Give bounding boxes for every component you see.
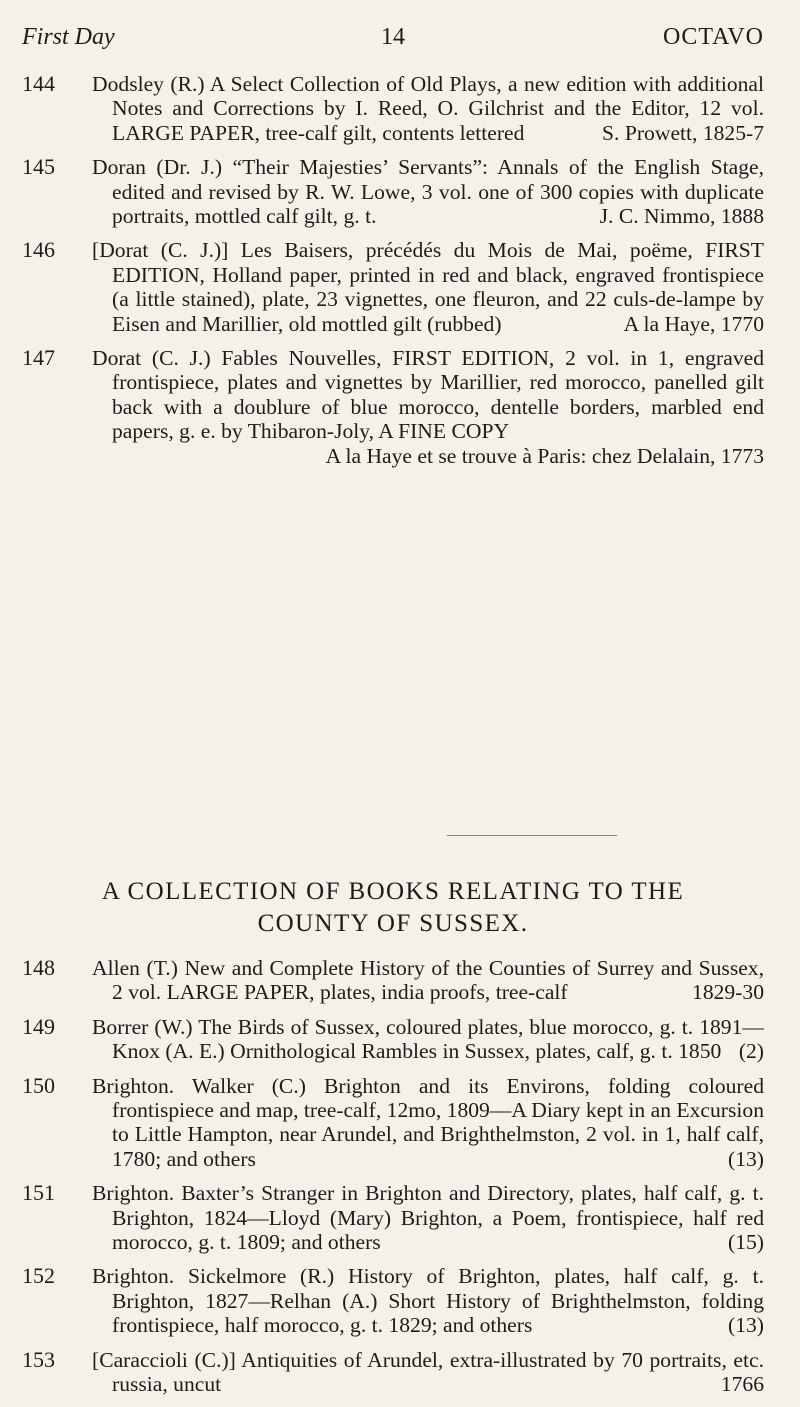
lot-description: Dorat (C. J.) Fables Nouvelles, FIRST EDITION, 2 vol. in 1, engraved frontispiece, plates and vignettes by Marillier, red morocco, panelled gilt back with a doublure of blue morocco, dentelle borders, marbled end papers, g. e. by Thibaron-Joly, A FINE COPY [92,346,764,444]
lot-publisher: S. Prowett, 1825-7 [602,120,764,145]
running-header [22,24,764,56]
lot-entry [22,956,764,1005]
lot-number: 152 [22,1263,55,1289]
lot-entry [22,345,764,468]
lot-publisher: A la Haye et se trouve à Paris: chez Delalain, 1773 [325,443,764,468]
lot-description: Dodsley (R.) A Select Collection of Old Plays, a new edition with additional Notes and Corrections by I. Reed, O. Gilchrist and the Editor, 12 vol. LARGE PAPER, tree-calf gilt, contents lettered [92,72,764,145]
lot-entry [22,155,764,228]
lot-date: 1829-30 [692,980,764,1005]
lot-date: 1766 [720,1372,764,1397]
lot-publisher: A la Haye, 1770 [623,311,764,336]
lot-number: 151 [22,1180,55,1206]
lot-entry [22,1074,764,1172]
section-heading-line-2: COUNTY OF SUSSEX. [257,910,529,937]
section-heading-line-1: A COLLECTION OF BOOKS RELATING TO THE [101,878,685,905]
lot-number: 150 [22,1072,55,1098]
lot-entry [22,238,764,336]
lot-entry [22,72,764,145]
section-heading [22,876,764,940]
lot-count: (15) [728,1230,764,1255]
lot-description: Doran (Dr. J.) “Their Majesties’ Servants”: Annals of the English Stage, edited and revised by R. W. Lowe, 3 vol. one of 300 copies with duplicate portraits, mottled calf gilt, g. t. [92,155,764,229]
page-number: 14 [381,24,405,50]
lot-number: 144 [22,71,55,96]
lot-entry [22,1015,764,1064]
lot-description: Allen (T.) New and Complete History of the Counties of Surrey and Sussex, 2 vol. LARGE PAPER, plates, india proofs, tree-calf [92,956,764,1005]
lot-count: (2) [738,1039,764,1064]
lot-description: Brighton. Walker (C.) Brighton and its Environs, folding coloured frontispiece and map, tree-calf, 12mo, 1809—A Diary kept in an Excursion to Little Hampton, near Arundel, and Brighthelmston, 2 vol. in 1, half calf, 1780; and others [92,1073,764,1171]
header-day: First Day [22,24,115,50]
section-divider [447,835,617,836]
lot-number: 146 [22,237,55,263]
header-format: OCTAVO [663,24,764,50]
lot-description: Borrer (W.) The Birds of Sussex, coloured plates, blue morocco, g. t. 1891—Knox (A. E.) Ornithological Rambles in Sussex, plates, calf, g. t. 1850 [92,1014,764,1064]
lot-publisher: J. C. Nimmo, 1888 [599,204,764,229]
lot-entry [22,1181,764,1254]
lot-entry [22,1348,764,1397]
lot-list-top [22,72,764,468]
lot-number: 148 [22,955,55,980]
lot-description: Brighton. Sickelmore (R.) History of Brighton, plates, half calf, g. t. Brighton, 1827—Relhan (A.) Short History of Brighthelmston, folding frontispiece, half morocco, g. t. 1829; and others [92,1264,764,1338]
lot-description: Brighton. Baxter’s Stranger in Brighton and Directory, plates, half calf, g. t. Brighton, 1824—Lloyd (Mary) Brighton, a Poem, frontispiece, half red morocco, g. t. 1809; and others [92,1181,764,1255]
lot-description: [Caraccioli (C.)] Antiquities of Arundel, extra-illustrated by 70 portraits, etc. russia, uncut [92,1347,764,1397]
lot-count: (13) [728,1146,764,1171]
lot-entry [22,1264,764,1337]
lot-number: 147 [22,345,55,371]
lot-description: [Dorat (C. J.)] Les Baisers, précédés du Mois de Mai, poëme, FIRST EDITION, Holland paper, printed in red and black, engraved frontispiece (a little stained), plate, 23 vignettes, one fleuron, and 22 culs-de-lampe by Eisen and Marillier, old mottled gilt (rubbed) [92,238,764,336]
lot-number: 149 [22,1013,55,1039]
lot-list-bottom [22,956,764,1407]
lot-number: 153 [22,1346,55,1372]
lot-number: 145 [22,154,55,180]
lot-count: (13) [728,1313,764,1338]
